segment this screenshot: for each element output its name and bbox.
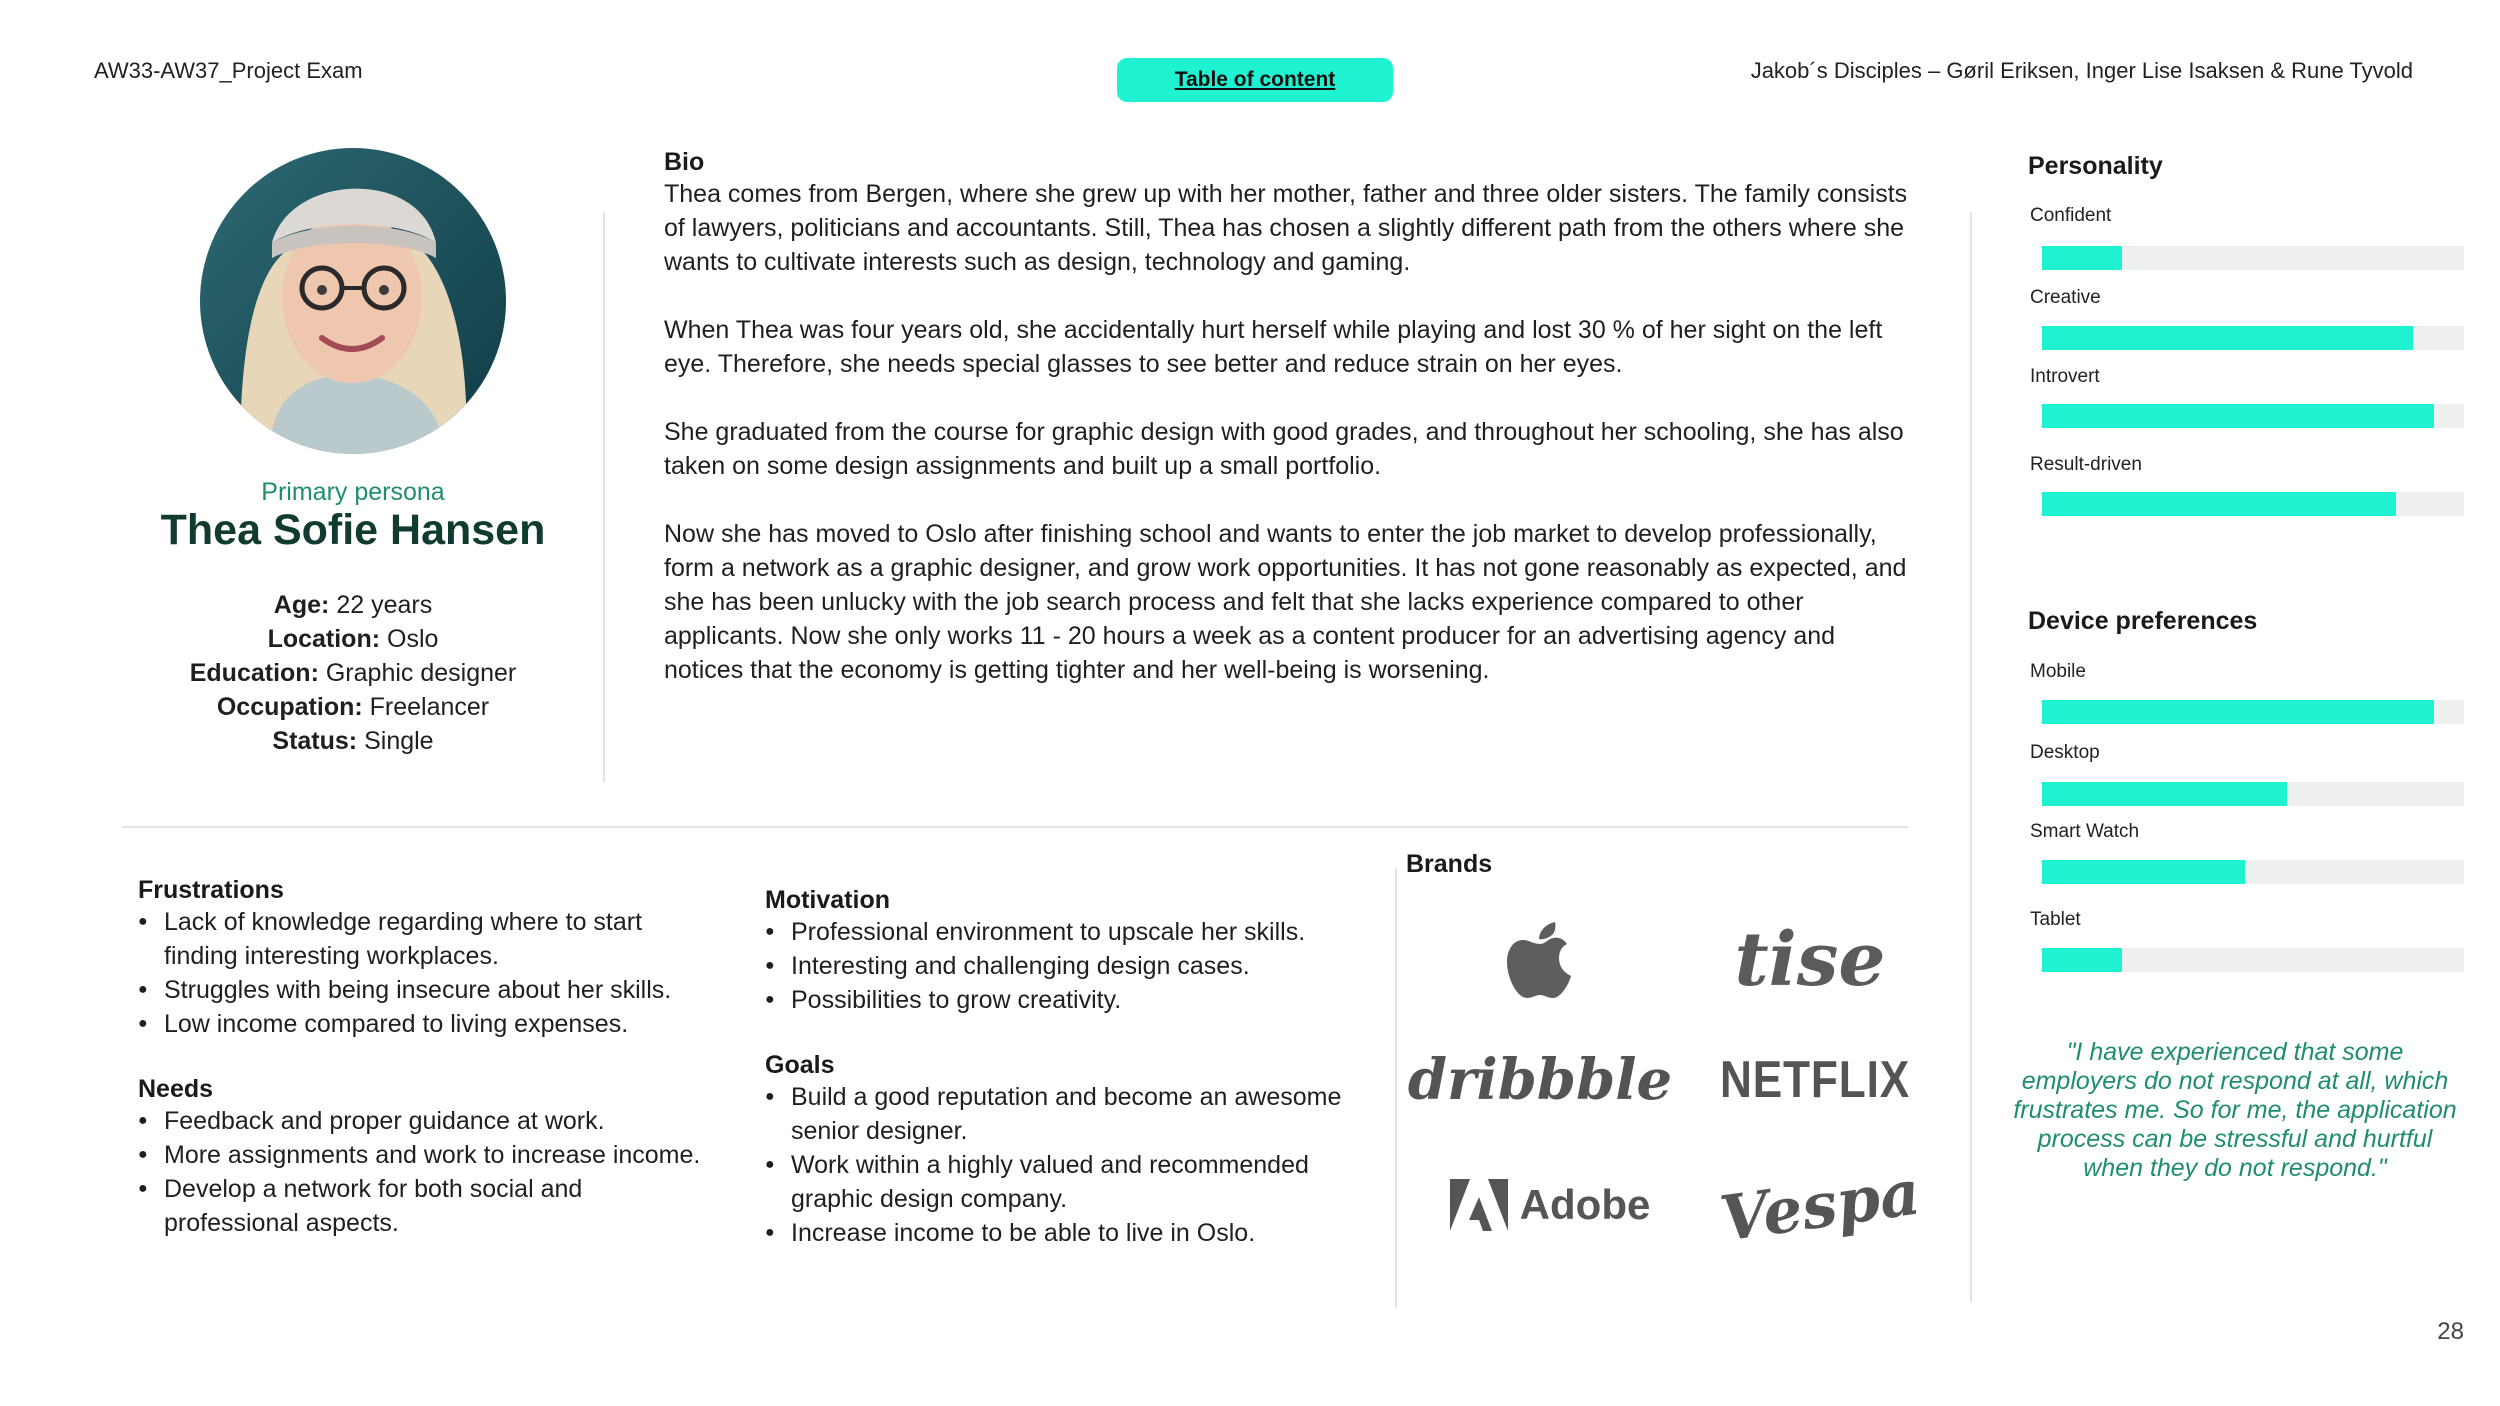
table-of-content-button[interactable]: Table of content: [1117, 58, 1393, 102]
fact-age: Age: 22 years: [273, 591, 433, 619]
list-item: ● Struggles with being insecure about her skills.: [138, 973, 718, 1007]
brands-title: Brands: [1406, 850, 1493, 878]
motivation-section: [765, 886, 1365, 1017]
device-bar-track: [2042, 860, 2464, 884]
goals-title: Goals: [765, 1051, 835, 1079]
tise-logo: tise: [1734, 917, 1886, 1003]
vespa-logo: Vespa: [1715, 1154, 1925, 1256]
list-item: ● Possibilities to grow creativity.: [765, 983, 1365, 1017]
adobe-logo: Adobe: [1440, 1160, 1660, 1250]
device-bar-track: [2042, 948, 2464, 972]
devices-title: Device preferences: [2028, 607, 2258, 635]
divider-right: [1970, 212, 1972, 1302]
frustrations-needs-column: [138, 876, 718, 1274]
netflix-logo: NETFLIX: [1719, 1051, 1911, 1109]
frustrations-section: [138, 876, 718, 1041]
list-item: ● Work within a highly valued and recommended graphic design company.: [765, 1148, 1365, 1216]
motivation-title: Motivation: [765, 886, 890, 914]
apple-logo: [1460, 910, 1620, 1010]
personality-bar-track: [2042, 246, 2464, 270]
device-bar-label: Tablet: [2030, 909, 2081, 930]
bio-paragraph: Now she has moved to Oslo after finishing school and wants to enter the job market to develop professionally, form a network as a graphic designer, and grow work opportunities. It has not gone reasonably as expected, and she has been unlucky with the job search process and felt that she lacks experience compared to other applicants. Now she only works 11 - 20 hours a week as a content producer for an advertising agency and notices that the economy is getting tighter and her well-being is worsening.: [664, 520, 1907, 684]
personality-bar-label: Result-driven: [2030, 454, 2142, 475]
course-code: AW33-AW37_Project Exam: [94, 58, 363, 83]
personality-bar-label: Introvert: [2030, 366, 2100, 387]
device-bar-fill: [2042, 700, 2434, 724]
dribbble-logo: dribbble: [1407, 1047, 1673, 1113]
fact-status: Status: Single: [272, 727, 434, 755]
fact-location: Location: Oslo: [267, 625, 439, 653]
bio-paragraph: When Thea was four years old, she accidentally hurt herself while playing and lost 30 % of her sight on the left eye. Therefore, she needs special glasses to see better and reduce strain on her eyes.: [664, 316, 1883, 378]
list-item: ● Build a good reputation and become an awesome senior designer.: [765, 1080, 1365, 1148]
persona-role: Primary persona: [261, 478, 445, 506]
personality-bar-fill: [2042, 246, 2122, 270]
device-bar-label: Mobile: [2030, 661, 2086, 682]
fact-education: Education: Graphic designer: [189, 659, 517, 687]
page-number: 28: [2437, 1318, 2464, 1345]
device-bar-fill: [2042, 948, 2122, 972]
apple-icon: [1505, 920, 1575, 1000]
bio-section: [664, 148, 1914, 721]
persona-facts: [100, 588, 606, 758]
needs-section: [138, 1075, 718, 1240]
divider-brands: [1395, 868, 1397, 1308]
device-bar-track: [2042, 782, 2464, 806]
fact-occupation: Occupation: Freelancer: [216, 693, 490, 721]
personality-bar-track: [2042, 326, 2464, 350]
personality-title: Personality: [2028, 152, 2163, 180]
device-bar-fill: [2042, 860, 2245, 884]
device-bar-label: Smart Watch: [2030, 821, 2140, 842]
list-item: ● Develop a network for both social and professional aspects.: [138, 1172, 718, 1240]
list-item: ● Interesting and challenging design cases.: [765, 949, 1365, 983]
list-item: ● Professional environment to upscale her skills.: [765, 915, 1365, 949]
list-item: ● Low income compared to living expenses.: [138, 1007, 718, 1041]
list-item: ● Increase income to be able to live in Oslo.: [765, 1216, 1365, 1250]
bio-paragraph: Thea comes from Bergen, where she grew up with her mother, father and three older sisters. The family consists of lawyers, politicians and accountants. Still, Thea has chosen a slightly different path from the others where she wants to cultivate interests such as design, technology and gaming.: [664, 180, 1908, 276]
personality-bar-track: [2042, 404, 2464, 428]
persona-avatar: [200, 148, 506, 454]
device-bar-track: [2042, 700, 2464, 724]
motivation-goals-column: [765, 886, 1365, 1284]
device-bar-fill: [2042, 782, 2287, 806]
personality-bar-label: Creative: [2030, 287, 2101, 308]
personality-bar-label: Confident: [2030, 205, 2112, 226]
frustrations-title: Frustrations: [138, 876, 284, 904]
personality-bar-fill: [2042, 492, 2396, 516]
adobe-icon: [1450, 1179, 1508, 1231]
persona-name: Thea Sofie Hansen: [160, 506, 546, 554]
device-bar-label: Desktop: [2030, 742, 2100, 763]
divider-left: [603, 212, 605, 782]
authors: Jakob´s Disciples – Gøril Eriksen, Inger Lise Isaksen & Rune Tyvold: [1750, 58, 2413, 83]
bio-paragraph: She graduated from the course for graphic design with good grades, and throughout her schooling, she has also taken on some design assignments and built up a small portfolio.: [664, 418, 1904, 480]
divider-horizontal: [122, 826, 1908, 828]
personality-bar-track: [2042, 492, 2464, 516]
bio-title: Bio: [664, 148, 705, 176]
personality-bar-fill: [2042, 326, 2413, 350]
list-item: ● Lack of knowledge regarding where to start finding interesting workplaces.: [138, 905, 718, 973]
list-item: ● Feedback and proper guidance at work.: [138, 1104, 718, 1138]
goals-section: [765, 1051, 1365, 1250]
list-item: ● More assignments and work to increase income.: [138, 1138, 718, 1172]
personality-bar-fill: [2042, 404, 2434, 428]
needs-title: Needs: [138, 1075, 214, 1103]
persona-quote: "I have experienced that some employers do not respond at all, which frustrates me. So for me, the application process can be stressful and hurtful when they do not respond.": [2013, 1038, 2457, 1182]
